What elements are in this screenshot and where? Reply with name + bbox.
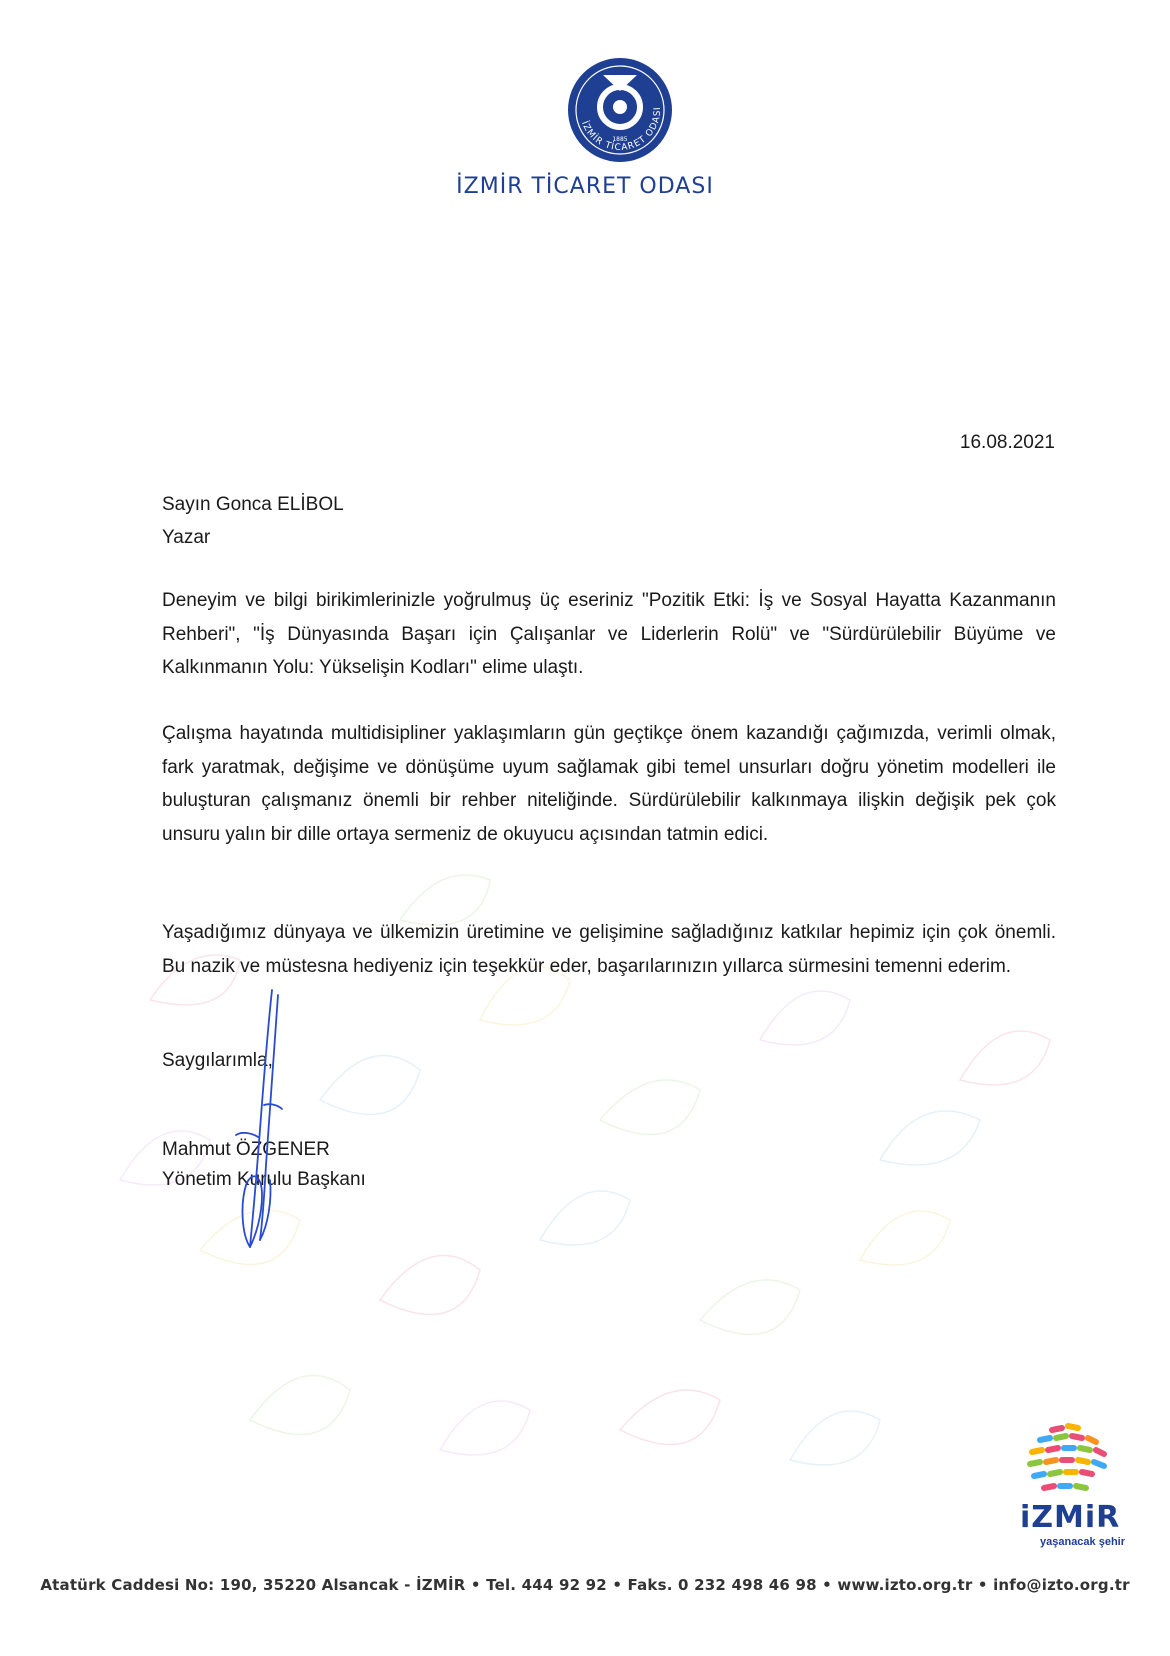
closing: Saygılarımla, (162, 1050, 273, 1071)
body-paragraph-1: Deneyim ve bilgi birikimlerinizle yoğrulmuş üç eseriniz "Pozitik Etki: İş ve Sosyal Hayatta Kazanmanın Rehberi", "İş Dünyasında Başarı için Çalışanlar ve Liderlerin Rolü" ve "Sürdürülebilir Büyüme ve Kalkınmanın Yolu: Yükselişin Kodları" elime ulaştı. (162, 590, 1056, 678)
body-paragraph-2: Çalışma hayatında multidisipliner yaklaşımların gün geçtikçe önem kazandığı çağımızda, verimli olmak, fark yaratmak, değişime ve dönüşüme uyum sağlamak gibi temel unsurları doğru yönetim modelleri ile buluşturan çalışmanız önemli bir rehber niteliğinde. Sürdürülebilir kalkınmaya ilişkin değişik pek çok unsuru yalın bir dille ortaya sermeniz de okuyucu açısından tatmin edici. (162, 723, 1056, 845)
recipient-title: Yazar (162, 527, 211, 548)
city-logo-name: iZMiR (1020, 1500, 1121, 1535)
city-logo-slogan: yaşanacak şehir (1040, 1536, 1126, 1548)
recipient-block (162, 488, 344, 554)
izto-emblem-logo (565, 55, 675, 165)
signer-title: Yönetim Kurulu Başkanı (162, 1169, 366, 1190)
handwritten-signature (222, 985, 312, 1255)
letter-date: 16.08.2021 (959, 432, 1055, 453)
body-paragraph-3: Yaşadığımız dünyaya ve ülkemizin üretimine ve gelişimine sağladığınız katkılar hepimiz için çok önemli. Bu nazik ve müstesna hediyeniz için teşekkür eder, başarılarınızın yıllarca sürmesini temenni ederim. (162, 922, 1056, 977)
logo-year: 1885 (612, 136, 628, 143)
recipient-name: Sayın Gonca ELİBOL (162, 494, 344, 515)
footer-address: Atatürk Caddesi No: 190, 35220 Alsancak - İZMİR • Tel. 444 92 92 • Faks. 0 232 498 46 98 • www.izto.org.tr • info@izto.org.tr (40, 1576, 1130, 1594)
logo-ring-text: İZMİR TİCARET ODASI (579, 106, 664, 154)
signer-name: Mahmut ÖZGENER (162, 1139, 330, 1160)
org-name: İZMİR TİCARET ODASI (456, 174, 714, 199)
